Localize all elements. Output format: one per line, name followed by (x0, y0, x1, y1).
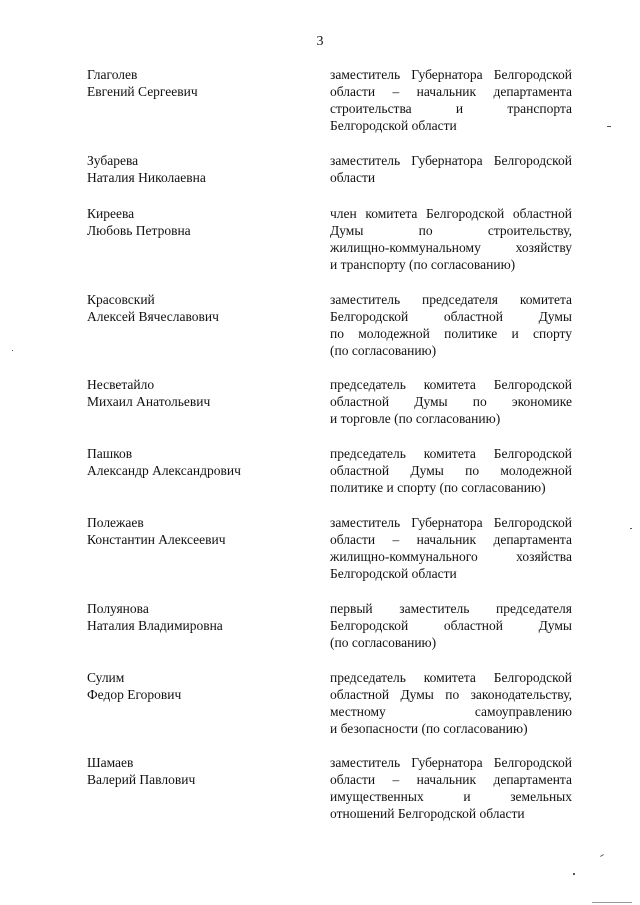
member-given-names: Михаил Анатольевич (87, 394, 211, 409)
position-line: Белгородской области (330, 118, 457, 133)
member-position (330, 600, 572, 651)
member-surname: Несветайло (87, 377, 155, 392)
position-line: член комитета Белгородской областной (330, 206, 572, 221)
member-given-names: Наталия Владимировна (87, 618, 223, 633)
position-line: области – начальник департамента (330, 772, 572, 787)
position-line: области (330, 170, 376, 185)
position-line: председатель комитета Белгородской (330, 377, 572, 392)
position-line: заместитель Губернатора Белгородской (330, 755, 572, 770)
position-line: первый заместитель председателя (330, 601, 572, 616)
member-surname: Киреева (87, 206, 135, 221)
member-position (330, 152, 572, 186)
scan-speck (630, 528, 632, 529)
member-position (330, 445, 572, 496)
position-line: области – начальник департамента (330, 532, 572, 547)
position-line: областной Думы по молодежной (330, 463, 572, 478)
position-line: и торговле (по согласованию) (330, 411, 501, 426)
position-line: Думы по строительству, (330, 223, 572, 238)
member-surname: Сулим (87, 670, 125, 685)
scan-speck (592, 902, 632, 903)
member-position (330, 205, 572, 273)
position-line: заместитель Губернатора Белгородской (330, 67, 572, 82)
member-surname: Глаголев (87, 67, 138, 82)
member-position (330, 669, 572, 737)
position-line: Белгородской области (330, 566, 457, 581)
position-line: жилищно-коммунального хозяйства (330, 549, 572, 564)
position-line: местному самоуправлению (330, 704, 572, 719)
member-given-names: Александр Александрович (87, 463, 241, 478)
member-surname: Пашков (87, 446, 133, 461)
position-line: имущественных и земельных (330, 789, 572, 804)
member-name (87, 514, 307, 548)
member-surname: Полежаев (87, 515, 144, 530)
member-given-names: Константин Алексеевич (87, 532, 226, 547)
member-name (87, 152, 307, 186)
member-position (330, 291, 572, 359)
member-position (330, 514, 572, 582)
scan-speck (573, 873, 575, 875)
position-line: политике и спорту (по согласованию) (330, 480, 546, 495)
member-surname: Шамаев (87, 755, 134, 770)
position-line: Белгородской областной Думы (330, 309, 572, 324)
position-line: областной Думы по экономике (330, 394, 572, 409)
member-given-names: Федор Егорович (87, 687, 182, 702)
member-position (330, 754, 572, 822)
position-line: (по согласованию) (330, 343, 437, 358)
member-surname: Красовский (87, 292, 155, 307)
position-line: областной Думы по законодательству, (330, 687, 572, 702)
scan-speck (12, 350, 13, 351)
position-line: Белгородской областной Думы (330, 618, 572, 633)
member-position (330, 376, 572, 427)
member-surname: Полуянова (87, 601, 149, 616)
member-name (87, 291, 307, 325)
member-surname: Зубарева (87, 153, 139, 168)
position-line: председатель комитета Белгородской (330, 670, 572, 685)
position-line: области – начальник департамента (330, 84, 572, 99)
position-line: и безопасности (по согласованию) (330, 721, 528, 736)
member-given-names: Любовь Петровна (87, 223, 191, 238)
position-line: жилищно-коммунальному хозяйству (330, 240, 572, 255)
position-line: заместитель председателя комитета (330, 292, 572, 307)
member-given-names: Валерий Павлович (87, 772, 196, 787)
member-name (87, 445, 307, 479)
position-line: (по согласованию) (330, 635, 437, 650)
scan-speck (600, 854, 604, 857)
position-line: заместитель Губернатора Белгородской (330, 153, 572, 168)
member-given-names: Евгений Сергеевич (87, 84, 198, 99)
position-line: заместитель Губернатора Белгородской (330, 515, 572, 530)
member-given-names: Алексей Вячеславович (87, 309, 219, 324)
page-number: 3 (316, 34, 324, 49)
member-name (87, 754, 307, 788)
scan-speck (607, 126, 611, 127)
member-name (87, 600, 307, 634)
member-name (87, 669, 307, 703)
member-given-names: Наталия Николаевна (87, 170, 206, 185)
position-line: председатель комитета Белгородской (330, 446, 572, 461)
member-name (87, 376, 307, 410)
position-line: и транспорту (по согласованию) (330, 257, 516, 272)
member-position (330, 66, 572, 134)
member-name (87, 205, 307, 239)
position-line: строительства и транспорта (330, 101, 572, 116)
position-line: по молодежной политике и спорту (330, 326, 572, 341)
position-line: отношений Белгородской области (330, 806, 525, 821)
member-name (87, 66, 307, 100)
